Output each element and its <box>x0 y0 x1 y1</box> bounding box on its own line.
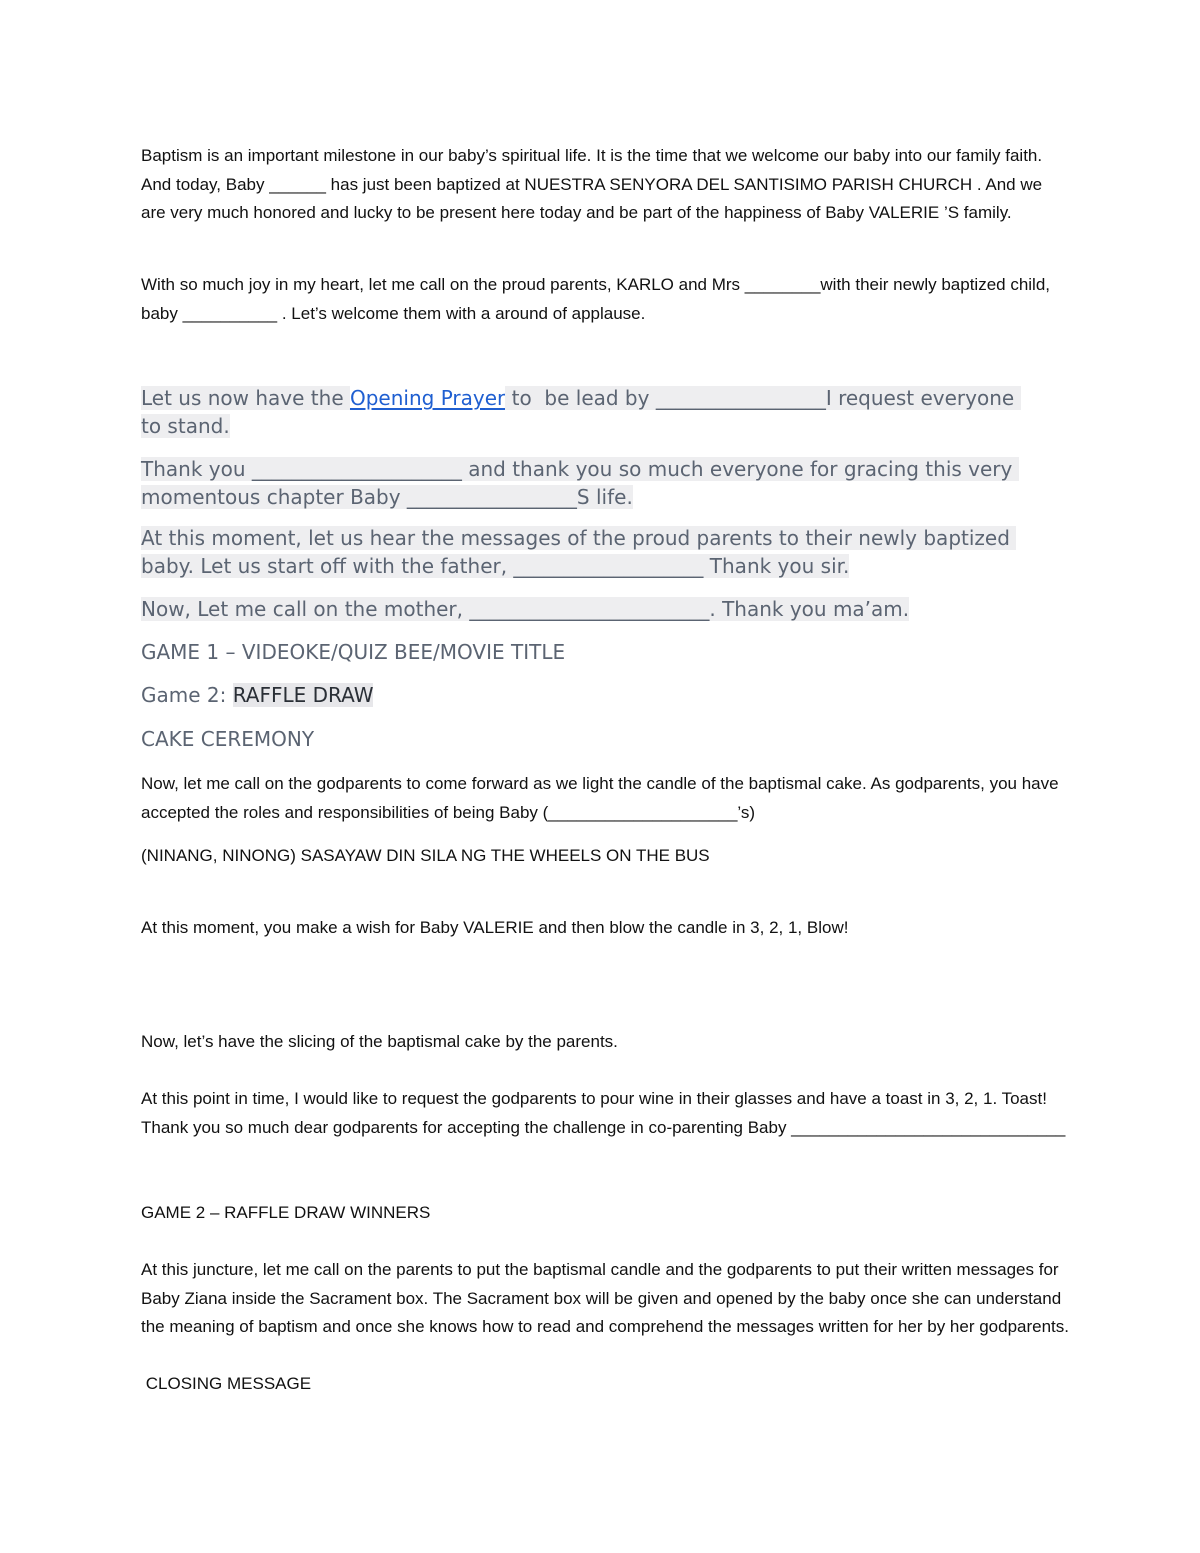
wish-line: At this moment, you make a wish for Baby VALERIE and then blow the candle in 3, 2, 1, Blow! <box>141 918 849 937</box>
godparents-paragraph: Now, let me call on the godparents to come forward as we light the candle of the baptismal cake. As godparents, you have accepted the roles and responsibilities of being Baby (____________________’s) <box>141 774 1064 822</box>
game1-heading: GAME 1 – VIDEOKE/QUIZ BEE/MOVIE TITLE <box>141 640 566 664</box>
mother-text: Now, Let me call on the mother, ________________________. Thank you ma’am. <box>141 597 910 621</box>
thank-you-paragraph <box>141 456 1041 511</box>
toast-paragraph: At this point in time, I would like to request the godparents to pour wine in their glasses and have a toast in 3, 2, 1. Toast! Thank you so much dear godparents for accepting the challenge in co-parenting Baby _____________________________ <box>141 1089 1066 1137</box>
parents-call-paragraph: With so much joy in my heart, let me call on the proud parents, KARLO and Mrs ________with their newly baptized child, baby __________ . Let’s welcome them with a around of applause. <box>141 275 1055 323</box>
closing-message-heading: CLOSING MESSAGE <box>141 1374 312 1393</box>
game2-heading-highlight: RAFFLE DRAW <box>232 683 374 707</box>
intro-paragraph: Baptism is an important milestone in our baby’s spiritual life. It is the time that we welcome our baby into our family faith. And today, Baby ______ has just been baptized at NUESTRA SENYORA DEL SANTISIMO PARISH CHURCH . And we are very much honored and lucky to be present here today and be part of the happiness of Baby VALERIE ’S family. <box>141 146 1047 222</box>
messages-text: At this moment, let us hear the messages of the proud parents to their newly baptized baby. Let us start off with the father, ___________________ Thank you sir. <box>141 526 1017 578</box>
cake-ceremony-heading: CAKE CEREMONY <box>141 727 315 751</box>
messages-paragraph <box>141 525 1021 580</box>
cake-slicing-line: Now, let’s have the slicing of the baptismal cake by the parents. <box>141 1032 618 1051</box>
ninang-ninong-line: (NINANG, NINONG) SASAYAW DIN SILA NG THE WHEELS ON THE BUS <box>141 846 710 865</box>
opening-prayer-prefix: Let us now have the <box>141 386 350 410</box>
mother-paragraph <box>141 596 1071 624</box>
opening-prayer-suffix: to be lead by _________________I request everyone to stand. <box>141 386 1021 438</box>
opening-prayer-paragraph <box>141 385 1021 440</box>
thank-you-text: Thank you _____________________ and thank you so much everyone for gracing this very momentous chapter Baby _________________S life. <box>141 457 1019 509</box>
game2-heading-prefix: Game 2: <box>141 683 233 707</box>
sacrament-box-paragraph: At this juncture, let me call on the parents to put the baptismal candle and the godparents to put their written messages for Baby Ziana inside the Sacrament box. The Sacrament box will be given and opened by the baby once she can understand the meaning of baptism and once she knows how to read and comprehend the messages written for her by her godparents. <box>141 1260 1069 1336</box>
game2-heading <box>141 681 1071 709</box>
raffle-winners-heading: GAME 2 – RAFFLE DRAW WINNERS <box>141 1203 431 1222</box>
opening-prayer-link[interactable]: Opening Prayer <box>349 386 506 410</box>
